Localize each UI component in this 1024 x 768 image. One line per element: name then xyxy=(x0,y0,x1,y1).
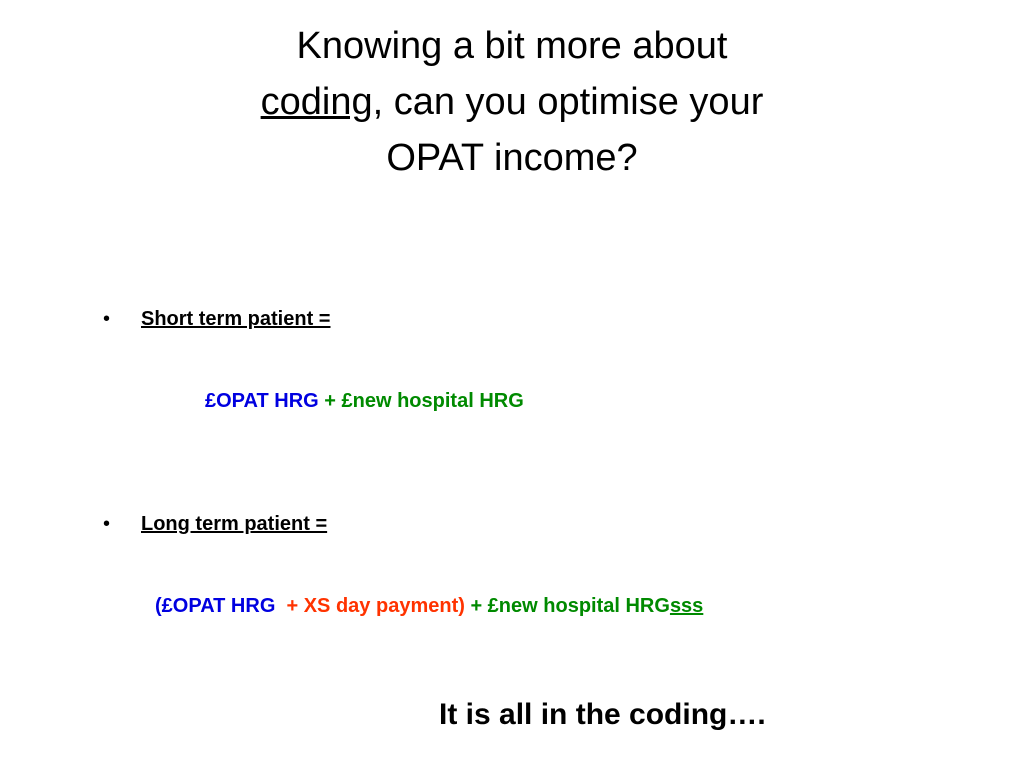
short-term-opat-hrg: £OPAT HRG xyxy=(205,390,319,412)
long-term-xs-day-payment: + XS day payment) xyxy=(286,595,465,617)
long-term-new-hospital-hrg: + £new hospital HRG xyxy=(464,595,670,617)
bullet-short-term xyxy=(103,307,330,331)
short-term-label: Short term patient = xyxy=(141,308,331,330)
short-term-formula xyxy=(205,389,524,413)
title-line-2-rest: , can you optimise your xyxy=(372,81,764,123)
title-line-2 xyxy=(0,74,1024,130)
bullet-dot: • xyxy=(103,308,111,330)
slide-title xyxy=(0,18,1024,186)
title-line-1: Knowing a bit more about xyxy=(296,25,728,67)
bullet-long-term xyxy=(103,512,327,536)
long-term-label: Long term patient = xyxy=(141,513,328,535)
long-term-sss-suffix: sss xyxy=(669,595,704,617)
closing-statement: It is all in the coding…. xyxy=(439,698,766,731)
title-line-3: OPAT income? xyxy=(386,137,638,179)
short-term-new-hospital-hrg: + £new hospital HRG xyxy=(318,390,524,412)
bullet-dot: • xyxy=(103,513,111,535)
long-term-formula xyxy=(155,594,703,618)
title-coding-word: coding xyxy=(260,81,373,123)
long-term-opat-hrg: (£OPAT HRG xyxy=(155,595,287,617)
